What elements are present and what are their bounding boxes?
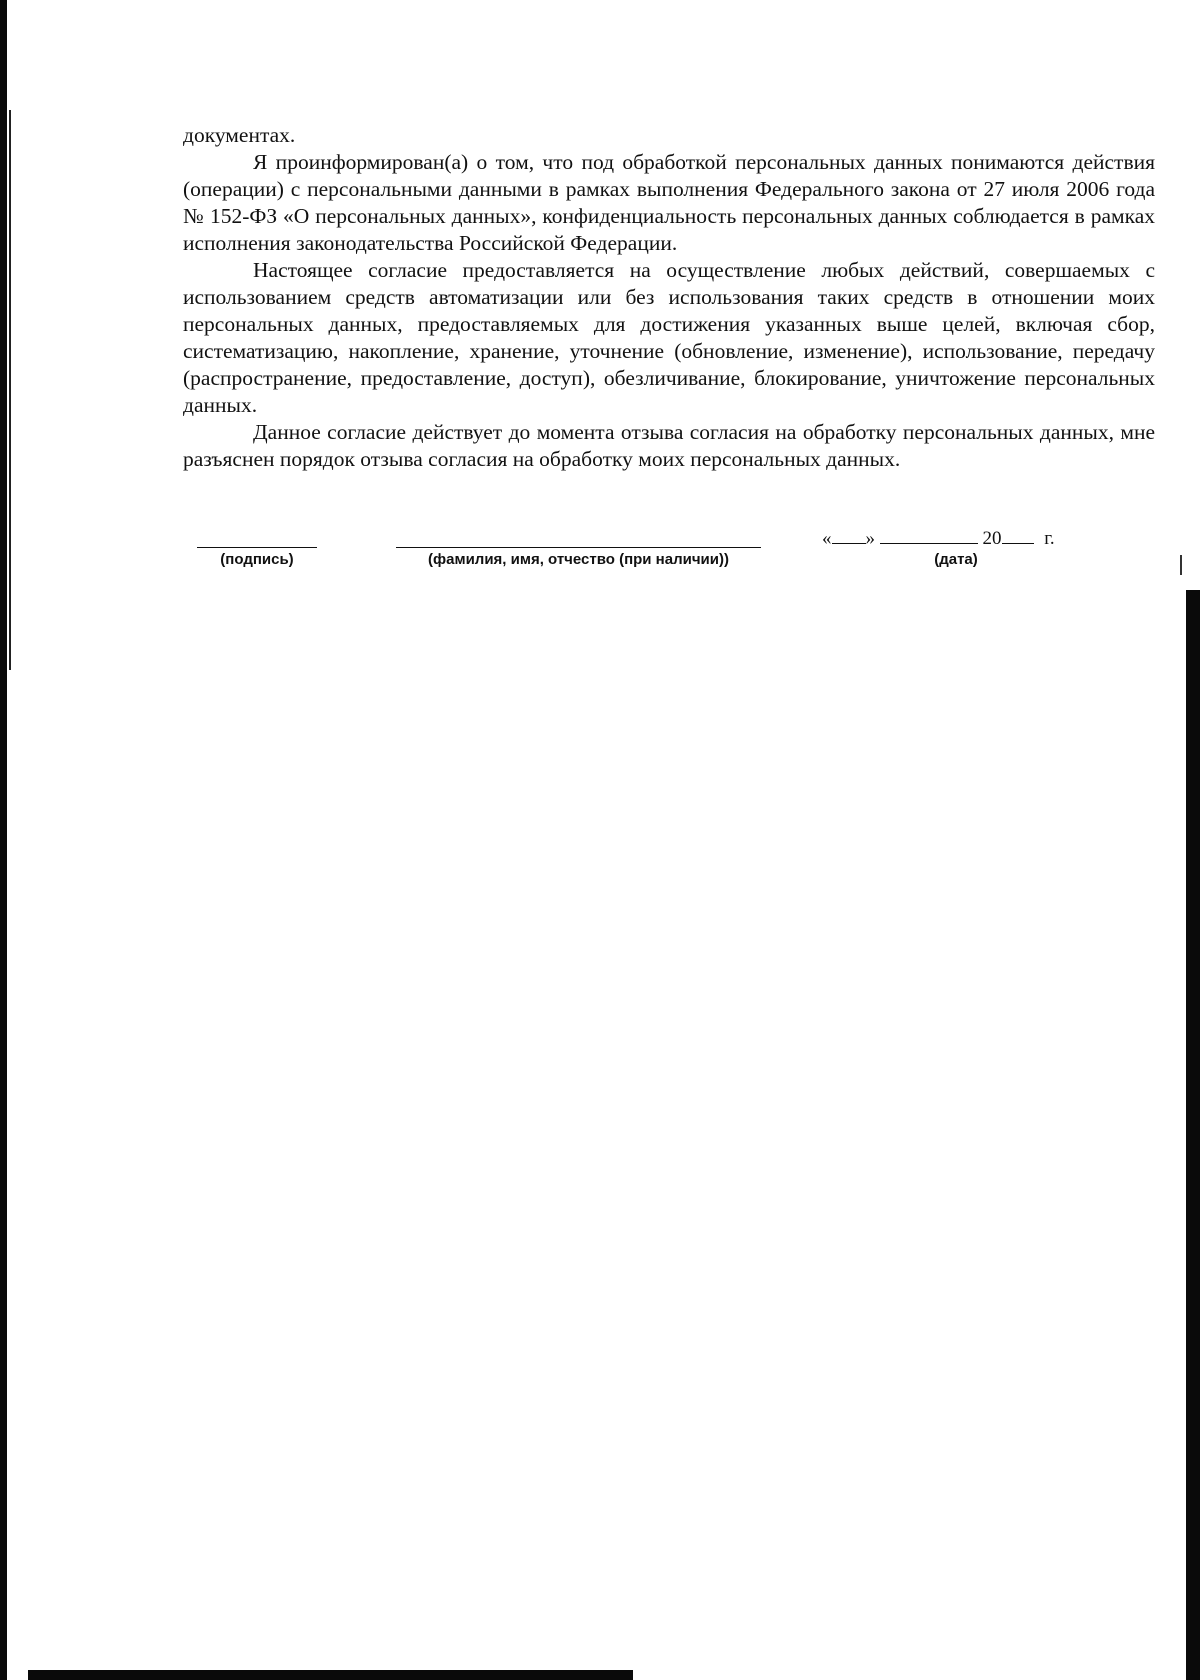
date-year-prefix: 20	[982, 528, 1002, 549]
name-caption: (фамилия, имя, отчество (при наличии))	[428, 551, 729, 568]
scan-edge-left-thin	[9, 110, 11, 670]
document-body	[183, 122, 1155, 473]
scan-edge-right	[1186, 590, 1200, 1680]
paragraph-continuation: документах.	[183, 123, 296, 147]
date-day-blank	[832, 524, 866, 544]
signature-line	[197, 547, 317, 548]
date-open-quote: «	[822, 528, 832, 549]
scan-edge-bottom	[28, 1670, 633, 1680]
signature-caption: (подпись)	[220, 551, 294, 568]
date-year-suffix: г.	[1044, 528, 1055, 549]
paragraph-consent-scope: Настоящее согласие предоставляется на осуществление любых действий, совершаемых с использованием средств автоматизации или без использования таких средств в отношении моих персональных данных, предоставляемых для достижения указанных выше целей, включая сбор, систематизацию, накопление, хранение, уточнение (обновление, изменение), использование, передачу (распространение, предоставление, доступ), обезличивание, блокирование, уничтожение персональных данных.	[183, 258, 1155, 417]
date-year-blank	[1002, 524, 1034, 544]
scan-edge-left	[0, 0, 7, 1680]
signature-block	[0, 524, 1200, 574]
paragraph-consent-validity: Данное согласие действует до момента отзыва согласия на обработку персональных данных, мне разъяснен порядок отзыва согласия на обработку моих персональных данных.	[183, 420, 1155, 471]
date-field	[822, 524, 1055, 550]
paragraph-processing-definition: Я проинформирован(а) о том, что под обработкой персональных данных понимаются действия (операции) с персональными данными в рамках выполнения Федерального закона от 27 июля 2006 года № 152-ФЗ «О персональных данных», конфиденциальность персональных данных соблюдается в рамках исполнения законодательства Российской Федерации.	[183, 150, 1155, 255]
date-month-blank	[880, 524, 978, 544]
date-close-quote: »	[865, 528, 875, 549]
name-line	[396, 547, 761, 548]
date-caption: (дата)	[934, 551, 978, 568]
